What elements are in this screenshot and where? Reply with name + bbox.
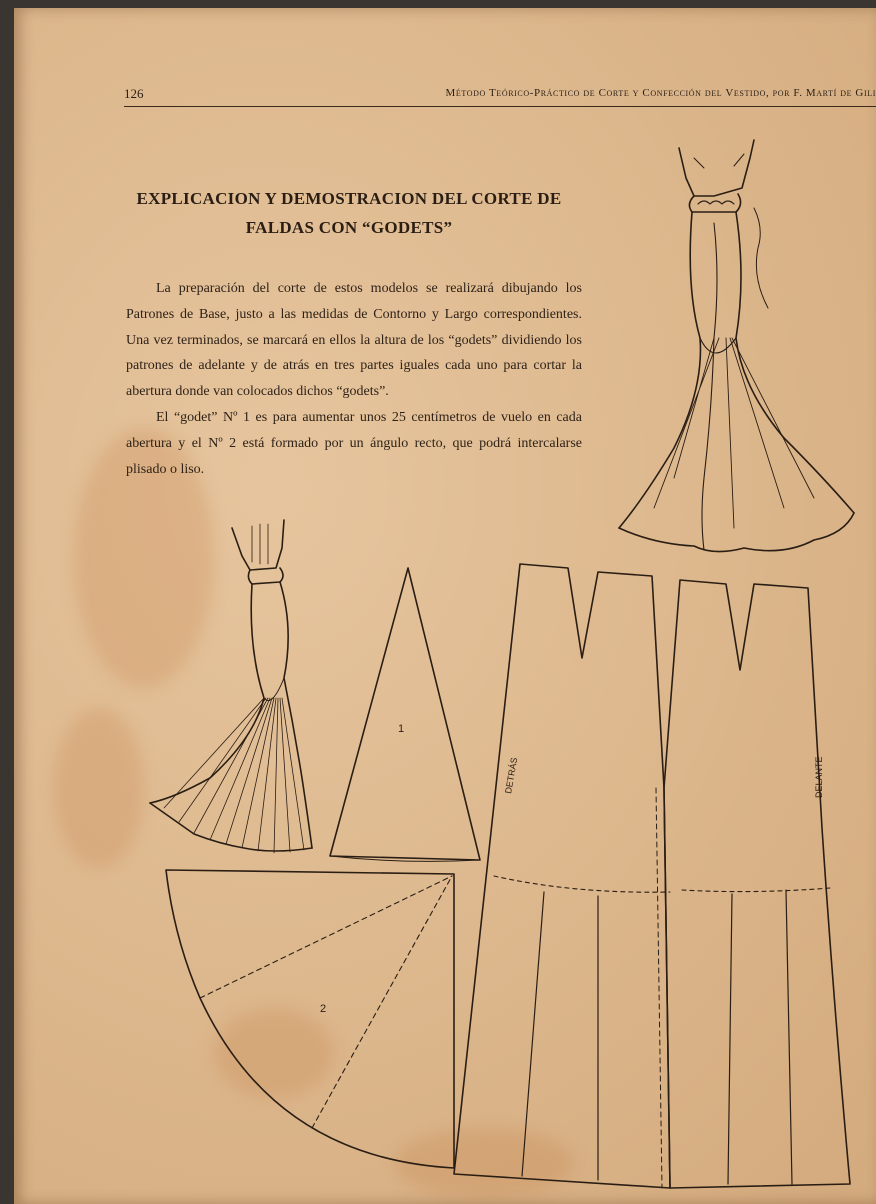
running-title: Método Teórico-Práctico de Corte y Confección del Vestido, por F. Martí de Gili: [445, 87, 876, 99]
godet-2-pattern: [166, 870, 454, 1168]
gown-illustration-large: [619, 140, 854, 552]
heading-line-1: EXPLICACION Y DEMOSTRACION DEL CORTE DE: [136, 189, 562, 208]
godet-2-label: 2: [320, 1003, 327, 1015]
illustrations: [14, 8, 876, 1204]
back-skirt-pattern: [454, 564, 670, 1188]
heading-line-2: FALDAS CON “GODETS”: [245, 218, 453, 237]
front-label: DELANTE: [814, 756, 824, 798]
paragraph-2: El “godet” Nº 1 es para aumentar unos 25 centímetros de vuelo en cada abertura y el Nº 2 está formado por un ángulo recto, que podrá intercalarse plisado o liso.: [126, 409, 582, 477]
page-number: 126: [124, 86, 144, 101]
book-page: [14, 8, 876, 1204]
front-skirt-pattern: [664, 580, 850, 1188]
gown-illustration-small: [150, 520, 312, 853]
godet-1-pattern: [330, 568, 480, 861]
godet-1-label: 1: [398, 723, 405, 735]
paragraph-1: La preparación del corte de estos modelos se realizará dibujando los Patrones de Base, justo a las medidas de Contorno y Largo correspondientes. Una vez terminados, se marcará en ellos la altura de los “godets” dividiendo los patrones de adelante y de atrás en tres partes iguales cada uno para cortar la abertura donde van colocados dichos “godets”.: [126, 281, 582, 400]
back-label: DETRÁS: [503, 756, 520, 795]
